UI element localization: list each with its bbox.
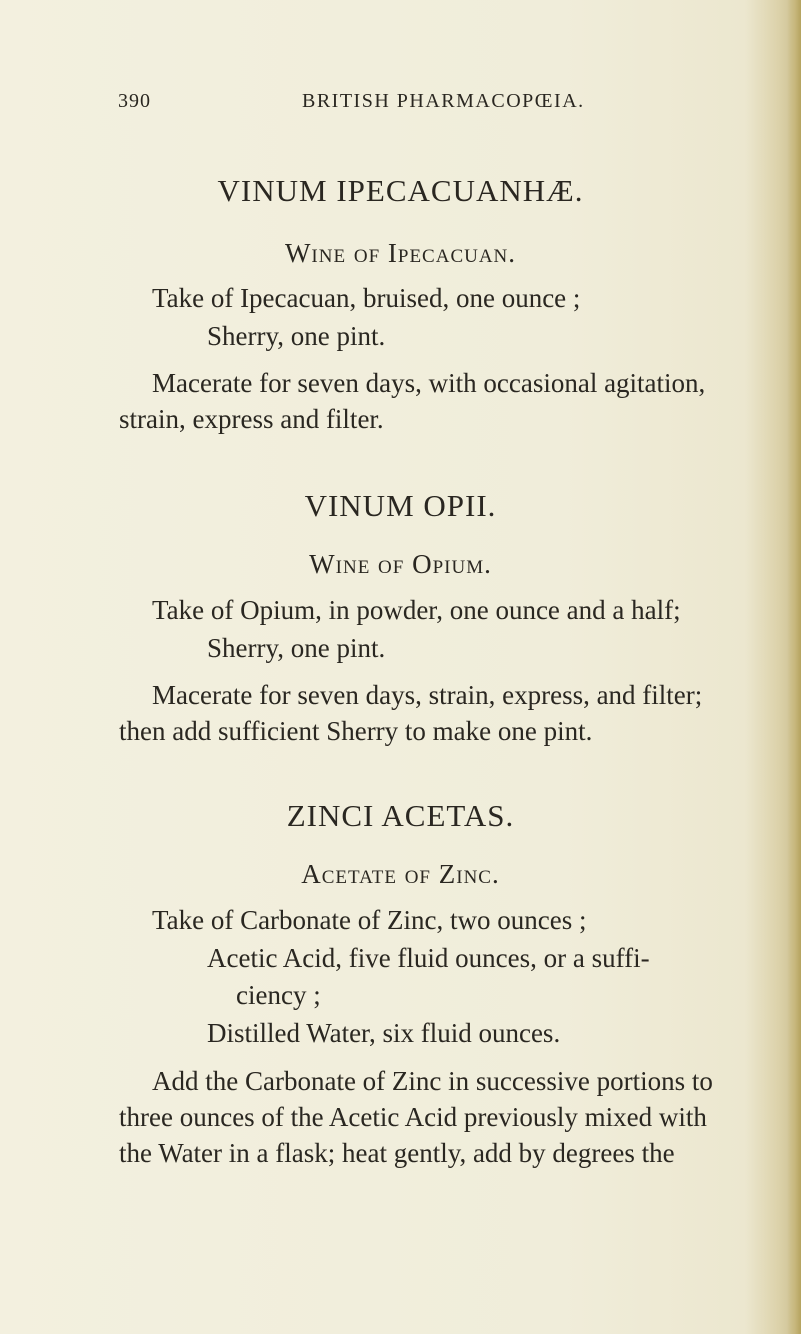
recipe-line: Sherry, one pint.: [207, 321, 386, 351]
recipe-line: Take of Opium, in powder, one ounce and a half;: [152, 595, 681, 625]
directions-line: strain, express and filter.: [119, 404, 384, 434]
recipe-line: Take of Ipecacuan, bruised, one ounce ;: [152, 283, 581, 313]
running-title: BRITISH PHARMACOPŒIA.: [302, 90, 585, 112]
page-header: [118, 90, 758, 120]
recipe-line: Distilled Water, six fluid ounces.: [207, 1018, 561, 1048]
page-edge-shadow: [787, 0, 801, 1334]
page-number: 390: [118, 90, 151, 112]
recipe-line: Acetic Acid, five fluid ounces, or a suffi-: [207, 943, 650, 973]
section-title: VINUM IPECACUANHÆ.: [217, 173, 584, 208]
section-subtitle: Wine of Opium.: [309, 549, 492, 579]
directions-line: the Water in a flask; heat gently, add by degrees the: [119, 1138, 675, 1168]
recipe-line: ciency ;: [236, 980, 321, 1010]
section-subtitle: Wine of Ipecacuan.: [284, 238, 517, 268]
section-subtitle: Acetate of Zinc.: [301, 859, 500, 889]
section-title: VINUM OPII.: [304, 488, 497, 523]
recipe-line: Sherry, one pint.: [207, 633, 386, 663]
directions-line: Macerate for seven days, strain, express, and filter;: [152, 680, 703, 710]
directions-line: three ounces of the Acetic Acid previously mixed with: [119, 1102, 707, 1132]
directions-line: then add sufficient Sherry to make one pint.: [119, 716, 593, 746]
directions-line: Macerate for seven days, with occasional agitation,: [152, 368, 706, 398]
section-title: ZINCI ACETAS.: [286, 798, 515, 833]
directions-line: Add the Carbonate of Zinc in successive portions to: [152, 1066, 713, 1096]
recipe-line: Take of Carbonate of Zinc, two ounces ;: [152, 905, 587, 935]
